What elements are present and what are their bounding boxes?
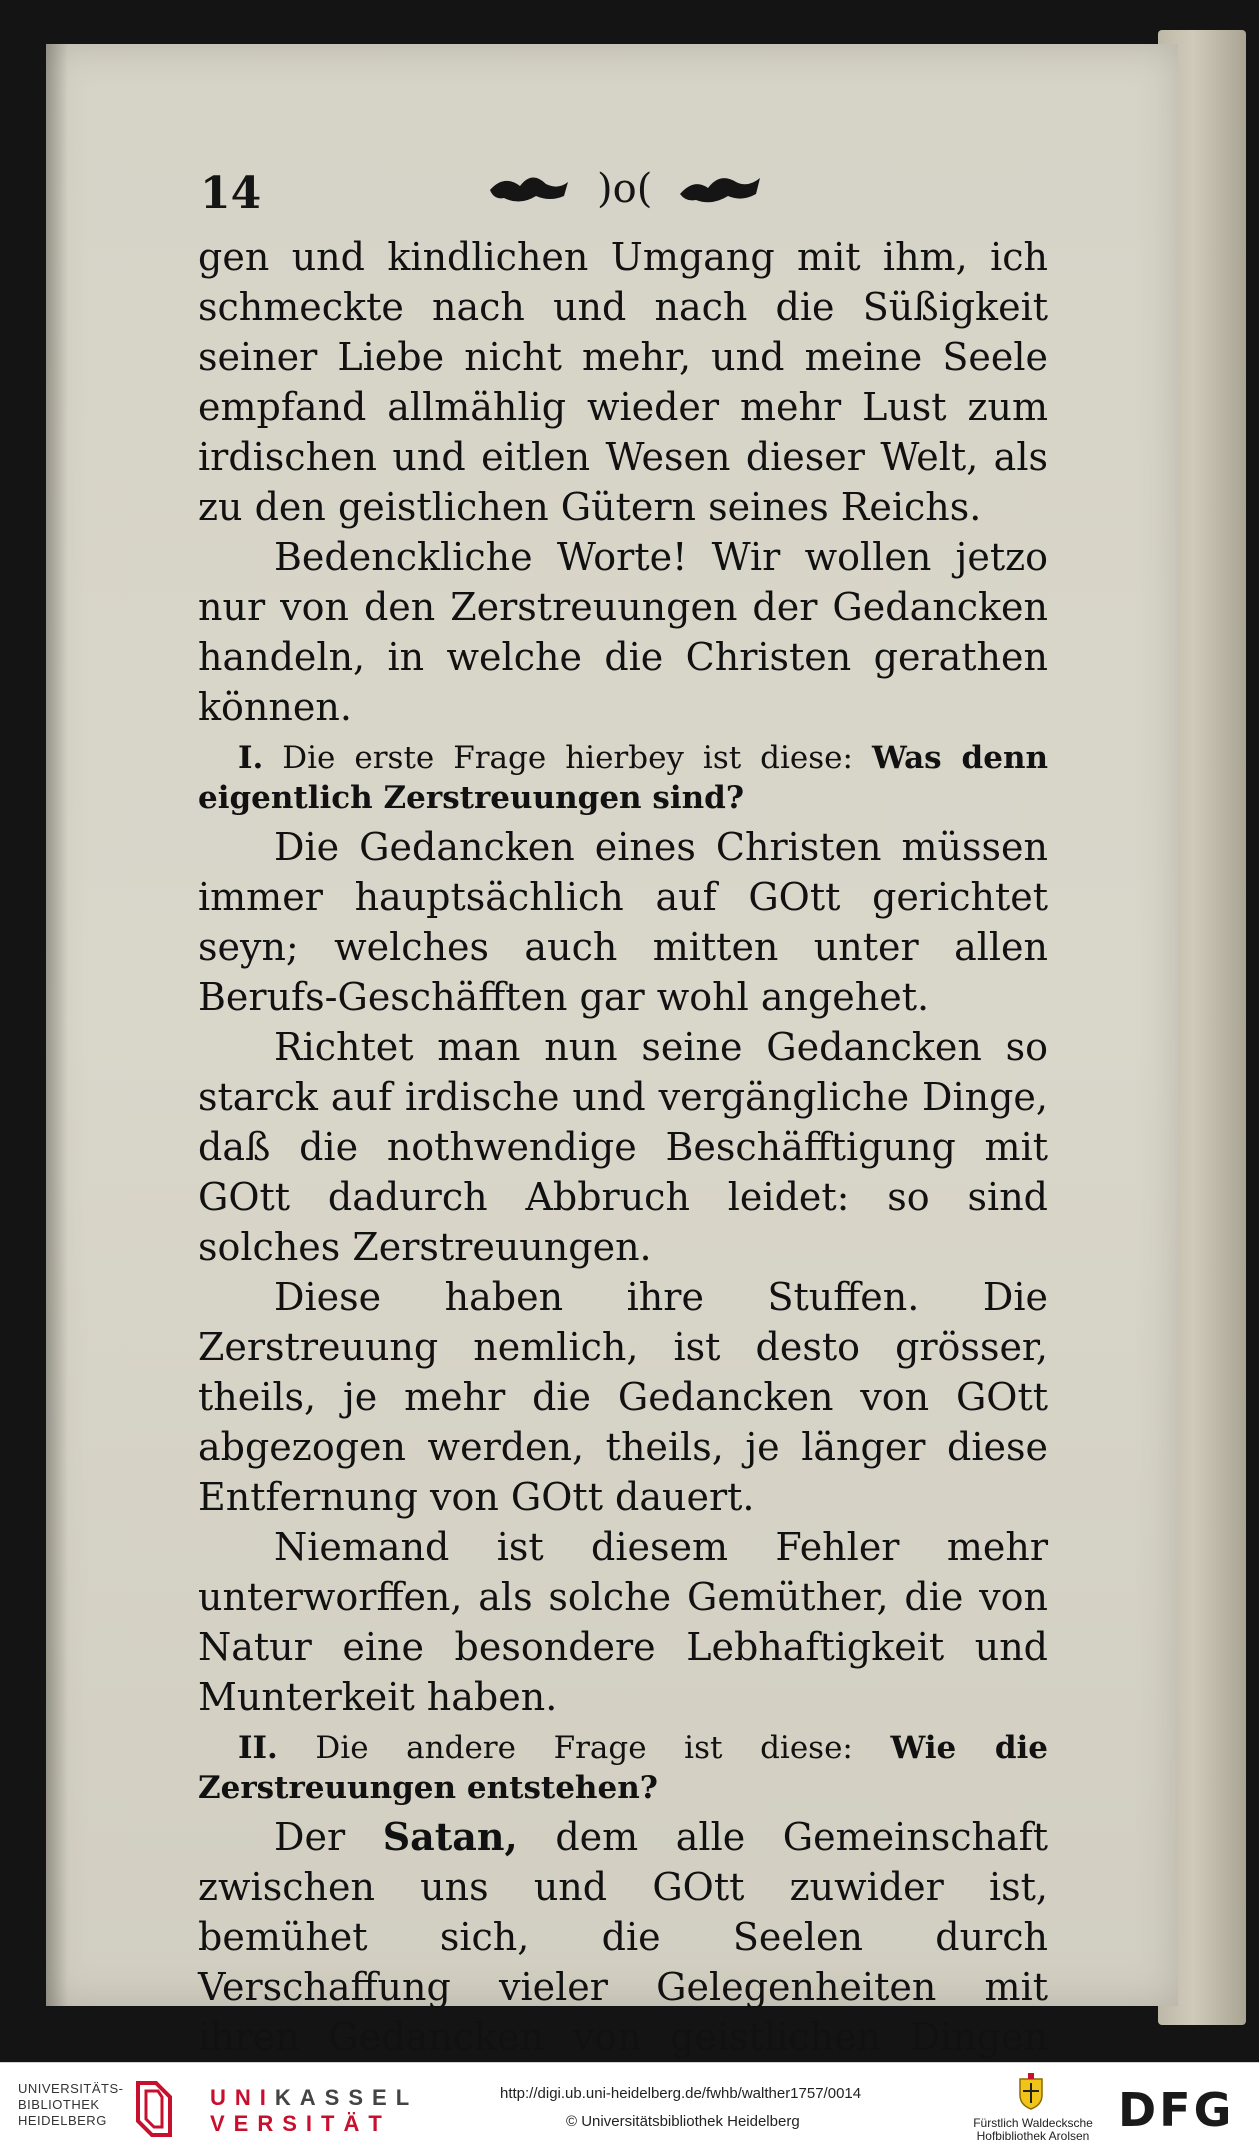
ub-logo-line: BIBLIOTHEK [18,2097,100,2112]
paragraph-7-rest: dem alle Gemeinschaft zwischen uns und GOtt zuwider ist, bemühet sich, die Seelen durch Verschaffung vieler Gelegenheiten mit ihren Gedancken von geistlichen Dingen [198,1815,1048,2059]
paragraph-7-bold: Satan, [382,1814,518,1859]
page-number: 14 [200,168,262,219]
paragraph-1: gen und kindlichen Umgang mit ihm, ich schmeckte nach und nach die Süßigkeit seiner Liebe nicht mehr, und meine Seele empfand allmählig wieder mehr Lust zum irdischen und eitlen Wesen dieser Welt, als zu den geistlichen Gütern seines Reichs. [198,235,1048,529]
paragraph-7-lead: Der [274,1815,346,1859]
permalink-url[interactable]: http://digi.ub.uni-heidelberg.de/fwhb/walther1757/0014 [500,2085,862,2102]
question-1-text: Die erste Frage hierbey ist diese: [282,740,853,776]
paragraph-5: Diese haben ihre Stuffen. Die Zerstreuung nemlich, ist desto grösser, theils, je mehr die Gedancken von GOtt abgezogen werden, theils, je länger diese Entfernung von GOtt dauert. [198,1275,1048,1519]
arolsen-crest-icon [1016,2071,1046,2111]
ub-logo-line: HEIDELBERG [18,2113,107,2128]
question-1-emphasis: Was denn eigentlich Zerstreuungen sind? [198,740,1049,816]
ub-heidelberg-logo-text [18,2081,123,2129]
page-text [198,232,1048,2062]
kassel-versitaet: VERSITÄT [210,2111,391,2136]
paragraph-2: Bedenckliche Worte! Wir wollen jetzo nur von den Zerstreuungen der Gedancken handeln, in welche die Christen gerathen können. [198,535,1048,729]
uni-kassel-logo [210,2085,418,2137]
ornament-symbol: )o( [597,166,653,212]
paragraph-6: Niemand ist diesem Fehler mehr unterworffen, als solche Gemüther, die von Natur eine besondere Lebhaftigkeit und Munterkeit haben. [198,1525,1048,1719]
paragraph-4: Richtet man nun seine Gedancken so starck auf irdische und vergängliche Dinge, daß die nothwendige Beschäfftigung mit GOtt dadurch Abbruch leidet: so sind solches Zerstreuungen. [198,1025,1048,1269]
question-1-number: I. [238,740,264,776]
header-ornament [480,160,770,216]
ub-logo-line: UNIVERSITÄTS- [18,2081,124,2096]
viewer-footer [0,2062,1259,2151]
copyright-notice: © Universitätsbibliothek Heidelberg [566,2113,800,2130]
question-2-emphasis: Wie die Zerstreuungen entstehen? [198,1730,1048,1806]
question-2-number: II. [238,1730,278,1766]
question-2 [198,1728,1048,1808]
arolsen-line: Fürstlich Waldecksche [973,2116,1093,2130]
question-2-text: Die andere Frage ist diese: [315,1730,853,1766]
arolsen-line: Hofbibliothek Arolsen [976,2129,1090,2143]
question-1 [198,738,1048,818]
kassel-uni: UNI [210,2085,275,2110]
arolsen-library-text [968,2117,1098,2143]
kassel-name: KASSEL [274,2085,419,2110]
ub-heidelberg-logo-icon [132,2079,176,2139]
paragraph-7 [198,1812,1048,2062]
dfg-logo: DFG [1118,2083,1235,2137]
page-gutter-shadow [46,44,68,2006]
paragraph-3: Die Gedancken eines Christen müssen immer hauptsächlich auf GOtt gerichtet seyn; welches auch mitten unter allen Berufs-Geschäfften gar wohl angehet. [198,825,1048,1019]
